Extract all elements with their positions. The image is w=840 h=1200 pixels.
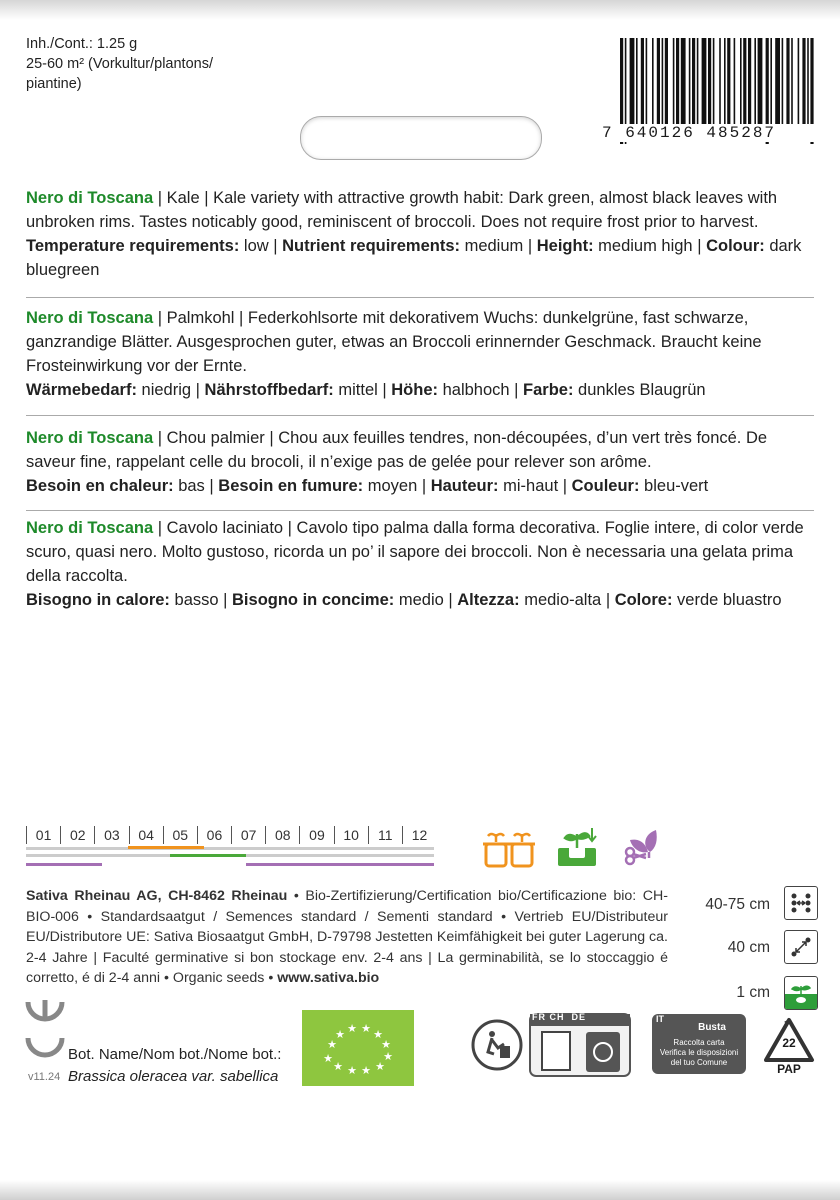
harvest-bar: [26, 863, 102, 866]
barcode-bar: [748, 38, 751, 130]
contents-line: 25-60 m² (Vorkultur/plantons/: [26, 56, 213, 72]
eu-star: ★: [383, 1051, 393, 1063]
eu-star: ★: [347, 1023, 357, 1035]
indoor-sowing-icon: [480, 826, 538, 870]
variety-description: | Palmkohl | Federkohlsorte mit dekorativem Wuchs: dunkelgrüne, fast schwarze, ganzrandige Blätter. Ausgesprochen guter, etwas an Broccoli erinnernder Geschmack. Braucht keine Frosteinwirkung vor der Ernte.: [26, 309, 762, 375]
attr-label: Altezza:: [457, 591, 520, 609]
barcode-bar: [791, 38, 793, 130]
botanical-latin: Brassica oleracea var. sabellica: [68, 1068, 279, 1085]
eu-star: ★: [347, 1065, 357, 1077]
barcode-bar: [734, 38, 736, 130]
month-label: 04: [129, 826, 163, 844]
company-info: [26, 886, 668, 989]
attr-label: Wärmebedarf:: [26, 381, 137, 399]
attr-value: medio |: [394, 591, 458, 609]
barcode-bar: [775, 38, 780, 130]
barcode-bar: [770, 38, 772, 130]
attr-value: moyen |: [363, 477, 431, 495]
sativa-logo-icon: [24, 1000, 66, 1066]
barcode-bar: [676, 38, 679, 130]
barcode-bar: [786, 38, 789, 130]
month-label: 02: [60, 826, 94, 844]
plant-spacing-value: 40 cm: [727, 939, 770, 956]
eu-star: ★: [327, 1039, 337, 1051]
pap-number: 22: [782, 1036, 796, 1050]
bottom-edge: [0, 1180, 840, 1200]
month-label: 01: [26, 826, 60, 844]
attr-value: medium |: [460, 237, 537, 255]
it-line: Raccolta carta: [673, 1038, 725, 1047]
attr-value: basso |: [169, 591, 233, 609]
botanical-name: [68, 1044, 281, 1088]
attr-label: Bisogno in concime:: [232, 591, 395, 609]
barcode-bar: [657, 38, 660, 130]
attr-value: mittel |: [333, 381, 392, 399]
month-label: 07: [231, 826, 265, 844]
barcode-bar: [697, 38, 699, 130]
barcode-bar: [673, 38, 675, 130]
eu-organic-logo: [302, 1010, 414, 1086]
description-de: [26, 306, 814, 402]
botanical-label: Bot. Name/Nom bot./Nome bot.:: [68, 1046, 282, 1063]
barcode-bar: [758, 38, 763, 130]
eu-star: ★: [335, 1029, 345, 1041]
month-label: 03: [94, 826, 128, 844]
contents-line: Inh./Cont.: 1.25 g: [26, 36, 138, 52]
attr-value: verde bluastro: [672, 591, 782, 609]
country-tag: DE: [571, 1012, 587, 1022]
variety-description: | Cavolo laciniato | Cavolo tipo palma dalla forma decorativa. Foglie intere, di color verde scuro, quasi nero. Molto gustoso, ricorda un po’ il sapore dei broccoli. Non è necessaria una gelata prima della raccolta.: [26, 519, 804, 585]
attr-value: dark bluegreen: [26, 237, 802, 279]
variety-name: Nero di Toscana: [26, 309, 154, 327]
variety-name: Nero di Toscana: [26, 189, 154, 207]
eu-star: ★: [333, 1061, 343, 1073]
pap-label: PAP: [777, 1062, 801, 1076]
attr-label: Temperature requirements:: [26, 237, 240, 255]
harvest-icon: [622, 824, 668, 870]
barcode-bar: [702, 38, 707, 130]
attr-label: Besoin en chaleur:: [26, 477, 174, 495]
barcode-bar: [636, 38, 638, 130]
tidyman-recycle-icon: [470, 1018, 524, 1072]
attr-value: bas |: [173, 477, 219, 495]
barcode-bar: [692, 38, 695, 130]
attr-value: niedrig |: [136, 381, 205, 399]
calendar-months: [26, 826, 436, 844]
month-label: 10: [334, 826, 368, 844]
attr-label: Farbe:: [523, 381, 574, 399]
country-tag: FR: [532, 1012, 546, 1022]
month-label: 12: [402, 826, 436, 844]
company-text: • Bio-Zertifizierung/Certification bio/Certificazione bio: CH-BIO-006 • Standardsaatgut / Semences standard / Sementi standard • Vertrieb EU/Distributeur EU/Distributore UE: Sativa Biosaatgut GmbH, D-79798 Jestetten Keimfähigkeit bei guter Lagerung ca. 2-4 Jahre | Faculté germinative si bon stockage env. 2-4 ans | La germinabilità, se lo stoccaggio é corretto, é di 2-4 anni • Organic seeds •: [26, 888, 668, 986]
month-label: 08: [265, 826, 299, 844]
month-label: 05: [163, 826, 197, 844]
attr-label: Couleur:: [571, 477, 640, 495]
barcode-bar: [802, 38, 805, 130]
divider: [26, 510, 814, 511]
barcode-bar: [798, 38, 800, 130]
plant-spacing-icon: [784, 930, 818, 964]
attr-label: Colore:: [614, 591, 673, 609]
attr-value: medio-alta |: [519, 591, 615, 609]
barcode-number: 7 640126 485287: [602, 124, 820, 142]
sowing-calendar: [26, 826, 436, 868]
eu-leaf-stars-icon: [302, 1010, 414, 1086]
it-title: Busta: [698, 1022, 726, 1033]
attr-value: dunkles Blaugrün: [573, 381, 706, 399]
attr-label: Bisogno in calore:: [26, 591, 170, 609]
attr-label: Hauteur:: [430, 477, 499, 495]
attr-value: low |: [239, 237, 283, 255]
attr-value: bleu-vert: [639, 477, 709, 495]
month-label: 06: [197, 826, 231, 844]
attr-value: halbhoch |: [438, 381, 524, 399]
attr-label: Höhe:: [391, 381, 439, 399]
version-code: v11.24: [28, 1071, 61, 1083]
sowing-depth-value: 1 cm: [736, 984, 770, 1001]
barcode-bar: [689, 38, 691, 130]
barcode-bar: [727, 38, 730, 130]
attr-label: Height:: [536, 237, 594, 255]
eu-star: ★: [375, 1061, 385, 1073]
variety-description: | Kale | Kale variety with attractive growth habit: Dark green, almost black leaves with unbroken rims. Tastes noticably good, reminiscent of broccoli. Does not require frost prior to harvest.: [26, 189, 778, 231]
variety-name: Nero di Toscana: [26, 519, 154, 537]
month-label: 09: [299, 826, 333, 844]
it-instructions: [654, 1038, 744, 1068]
eu-star: ★: [323, 1053, 333, 1065]
barcode-bar: [740, 38, 742, 130]
it-tag: IT: [656, 1014, 664, 1024]
barcode-bar: [743, 38, 746, 130]
it-line: Verifica le disposizioni: [659, 1048, 739, 1057]
barcode-bar: [665, 38, 668, 130]
barcode-bar: [708, 38, 711, 130]
top-edge: [0, 0, 840, 20]
barcode-bar: [724, 38, 726, 130]
country-tags: [532, 1012, 586, 1022]
barcode-bar: [652, 38, 654, 130]
barcode-bar: [719, 38, 721, 130]
barcode-bar: [807, 38, 809, 130]
harvest-bar: [246, 863, 434, 866]
eu-star: ★: [381, 1039, 391, 1051]
package-contents: [26, 34, 213, 94]
divider: [26, 415, 814, 416]
calendar-base-bar: [26, 847, 434, 850]
barcode-bar: [646, 38, 648, 130]
hanger-slot: [300, 116, 542, 160]
website-link: www.sativa.bio: [277, 970, 380, 986]
barcode-bar: [662, 38, 664, 130]
sowing-depth-icon: [784, 976, 818, 1010]
divider: [26, 297, 814, 298]
row-spacing-icon: [784, 886, 818, 920]
barcode-bar: [782, 38, 784, 130]
description-it: [26, 516, 814, 612]
eu-star: ★: [361, 1065, 371, 1077]
barcode-bar: [630, 38, 635, 130]
month-label: 11: [368, 826, 402, 844]
row-spacing-value: 40-75 cm: [705, 896, 770, 913]
attr-value: medium high |: [593, 237, 707, 255]
attr-value: mi-haut |: [498, 477, 572, 495]
indoor-sowing-bar: [128, 846, 204, 849]
variety-name: Nero di Toscana: [26, 429, 154, 447]
barcode-bar: [641, 38, 644, 130]
barcode-bar: [754, 38, 756, 130]
transplant-icon: [552, 824, 602, 870]
description-fr: [26, 426, 814, 498]
eu-star: ★: [361, 1023, 371, 1035]
attr-label: Besoin en fumure:: [218, 477, 364, 495]
description-en: [26, 186, 814, 282]
attr-label: Nutrient requirements:: [282, 237, 460, 255]
contents-line: piantine): [26, 76, 82, 92]
company-name: Sativa Rheinau AG, CH-8462 Rheinau: [26, 888, 288, 904]
eu-star: ★: [373, 1029, 383, 1041]
barcode-bar: [681, 38, 686, 130]
transplant-bar: [170, 854, 246, 857]
it-line: del tuo Comune: [670, 1058, 728, 1067]
barcode-bar: [713, 38, 715, 130]
attr-label: Nährstoffbedarf:: [204, 381, 334, 399]
country-tag: CH: [549, 1012, 565, 1022]
variety-description: | Chou palmier | Chou aux feuilles tendres, non-découpées, d’un vert très foncé. De saveur fine, rappelant celle du brocoli, il n’exige pas de gelée pour relever son arôme.: [26, 429, 768, 471]
attr-label: Colour:: [706, 237, 765, 255]
